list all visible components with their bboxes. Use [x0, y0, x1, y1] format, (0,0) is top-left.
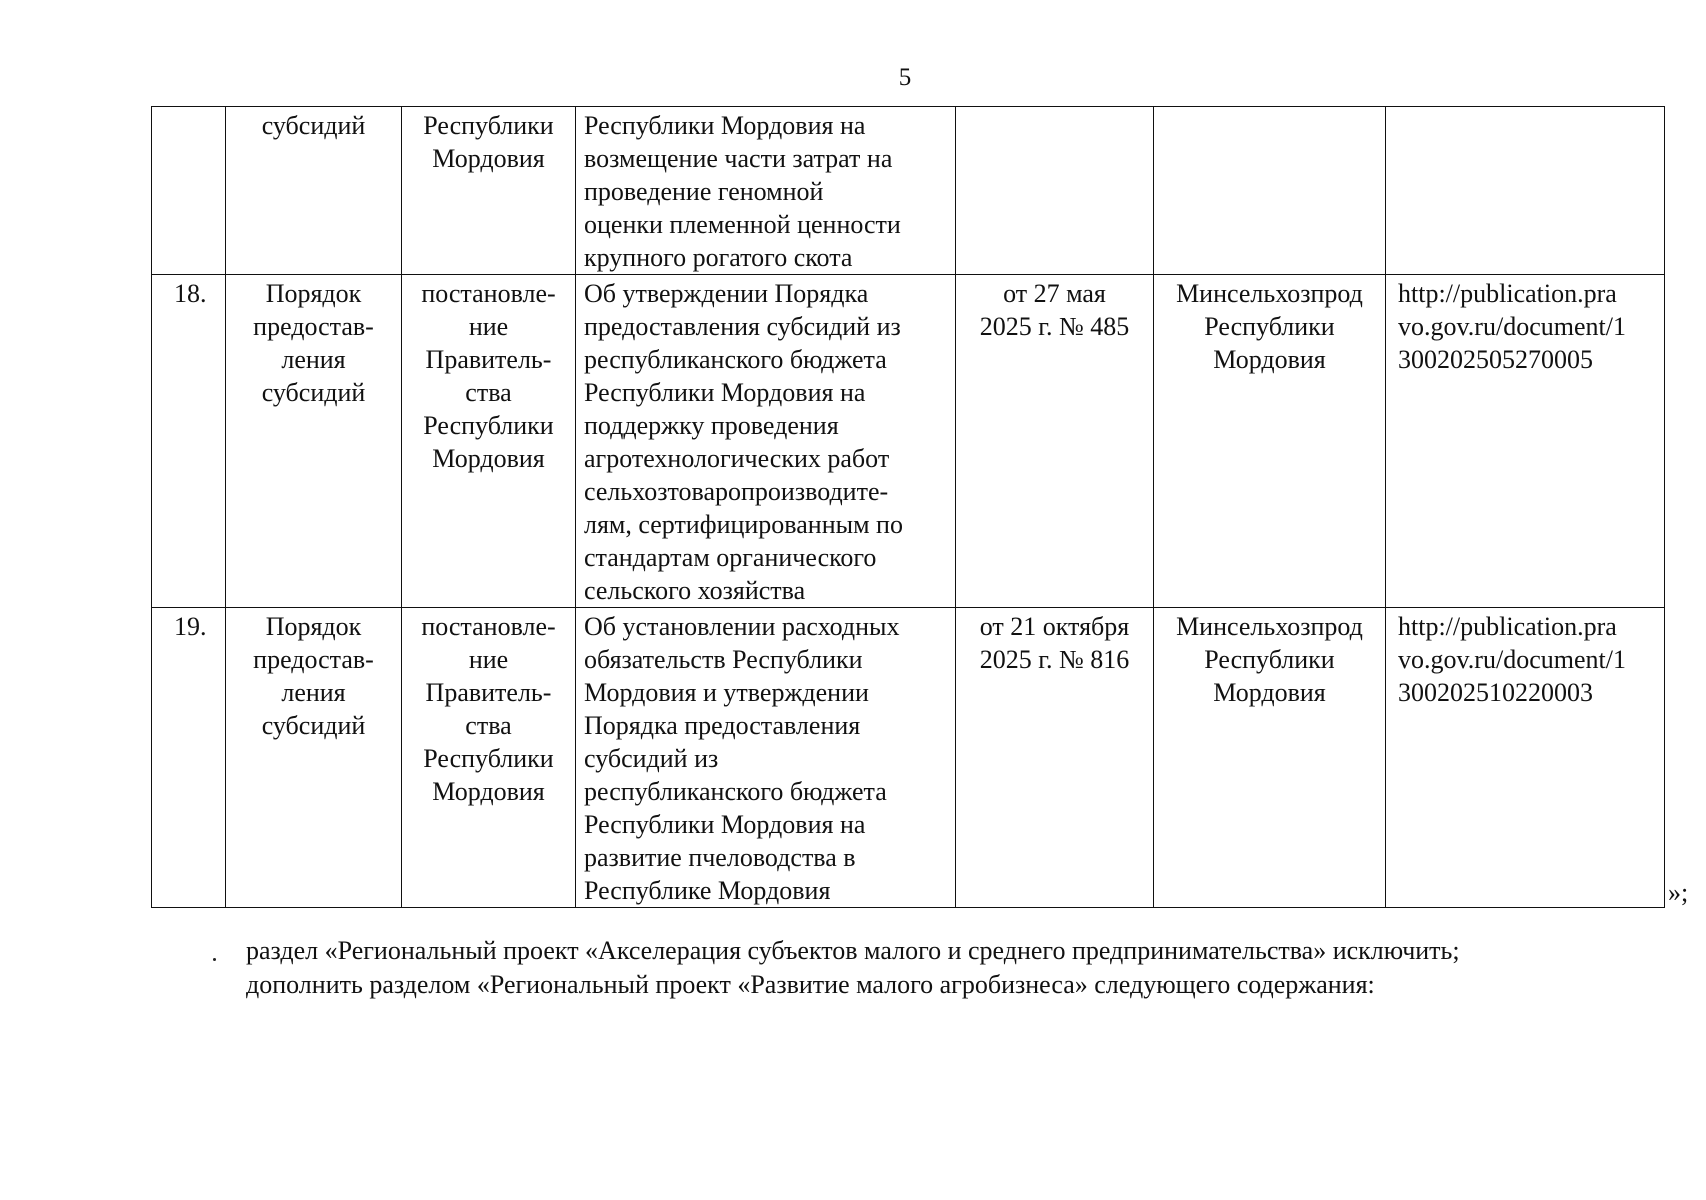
cell-line: субсидий из — [584, 744, 719, 773]
cell-act-type — [402, 608, 576, 908]
cell-responsible-body — [1154, 107, 1386, 275]
cell-date-number — [956, 275, 1154, 608]
cell-line: Республики — [1204, 312, 1335, 341]
cell-document-name — [576, 275, 956, 608]
cell-line: лям, сертифицированным по — [584, 510, 903, 539]
cell-line: Порядка предоставления — [584, 711, 861, 740]
cell-responsible-body — [1154, 275, 1386, 608]
cell-line: ние — [468, 645, 509, 674]
cell-act-type — [402, 107, 576, 275]
cell-document-name — [576, 107, 956, 275]
document-table — [151, 106, 1665, 908]
cell-line: http://publication.pra — [1398, 612, 1617, 641]
cell-line: ние — [468, 312, 509, 341]
cell-publication-url — [1386, 608, 1665, 908]
cell-line: Республики Мордовия на — [584, 378, 866, 407]
cell-document-type — [226, 608, 402, 908]
paragraph-exclude-section: раздел «Региональный проект «Акселерация субъектов малого и среднего предпринимательства» исключить; — [246, 936, 1460, 965]
cell-line: Мордовия — [1213, 678, 1326, 707]
cell-line: Правитель- — [425, 345, 552, 374]
cell-line: Минсельхозпрод — [1176, 279, 1363, 308]
cell-line: 300202505270005 — [1398, 345, 1593, 374]
cell-line: Об установлении расходных — [584, 612, 900, 641]
cell-responsible-body — [1154, 608, 1386, 908]
cell-line: Мордовия — [432, 777, 545, 806]
paragraph-add-section: дополнить разделом «Региональный проект «Развитие малого агробизнеса» следующего содержания: — [246, 970, 1375, 999]
cell-document-name — [576, 608, 956, 908]
cell-line: обязательств Республики — [584, 645, 863, 674]
cell-line: предоставления субсидий из — [584, 312, 901, 341]
cell-line: Порядок — [265, 612, 362, 641]
cell-line: ства — [465, 711, 512, 740]
cell-line: Республике Мордовия — [584, 876, 831, 905]
cell-line: республиканского бюджета — [584, 345, 887, 374]
cell-line: ства — [465, 378, 512, 407]
cell-line: предостав- — [253, 312, 374, 341]
cell-document-type — [226, 275, 402, 608]
cell-line: республиканского бюджета — [584, 777, 887, 806]
cell-line: 300202510220003 — [1398, 678, 1593, 707]
cell-publication-url — [1386, 107, 1665, 275]
cell-line: Мордовия — [432, 144, 545, 173]
cell-line: Республики Мордовия на — [584, 810, 866, 839]
cell-document-type — [226, 107, 402, 275]
cell-line: Порядок — [265, 279, 362, 308]
cell-line: Минсельхозпрод — [1176, 612, 1363, 641]
cell-line: оценки племенной ценности — [584, 210, 901, 239]
cell-line: субсидий — [261, 378, 366, 407]
cell-line: 2025 г. № 816 — [979, 645, 1130, 674]
cell-date-number — [956, 608, 1154, 908]
cell-line: возмещение части затрат на — [584, 144, 893, 173]
cell-number — [152, 107, 226, 275]
cell-line: от 27 мая — [1003, 279, 1106, 308]
cell-line: ления — [281, 678, 346, 707]
cell-line: поддержку проведения — [584, 411, 839, 440]
cell-line: крупного рогатого скота — [584, 243, 853, 272]
page-number: 5 — [898, 64, 912, 91]
cell-line: предостав- — [253, 645, 374, 674]
table-row — [152, 608, 1665, 908]
cell-line: сельского хозяйства — [584, 576, 806, 605]
cell-publication-url — [1386, 275, 1665, 608]
cell-line: агротехнологических работ — [584, 444, 890, 473]
cell-line: vo.gov.ru/document/1 — [1398, 312, 1626, 341]
cell-line: http://publication.pra — [1398, 279, 1617, 308]
cell-line: ления — [281, 345, 346, 374]
table-row — [152, 275, 1665, 608]
cell-line: Правитель- — [425, 678, 552, 707]
scan-artifact-dot — [213, 958, 216, 961]
cell-line: Об утверждении Порядка — [584, 279, 869, 308]
cell-line: субсидий — [261, 111, 366, 140]
cell-line: Республики — [1204, 645, 1335, 674]
cell-date-number — [956, 107, 1154, 275]
cell-line: проведение геномной — [584, 177, 824, 206]
cell-line: vo.gov.ru/document/1 — [1398, 645, 1626, 674]
cell-act-type — [402, 275, 576, 608]
cell-line: сельхозтоваропроизводите- — [584, 477, 889, 506]
cell-line: Республики — [423, 744, 554, 773]
cell-line: от 21 октября — [979, 612, 1130, 641]
cell-number: 18. — [152, 275, 226, 608]
cell-line: Республики — [423, 111, 554, 140]
cell-line: Мордовия — [432, 444, 545, 473]
cell-line: Мордовия и утверждении — [584, 678, 869, 707]
cell-line: Республики Мордовия на — [584, 111, 866, 140]
cell-line: развитие пчеловодства в — [584, 843, 856, 872]
closing-quote: »; — [1668, 878, 1689, 907]
cell-line: 2025 г. № 485 — [979, 312, 1130, 341]
cell-line: постановле- — [421, 279, 556, 308]
cell-line: субсидий — [261, 711, 366, 740]
cell-number: 19. — [152, 608, 226, 908]
cell-line: стандартам органического — [584, 543, 877, 572]
cell-line: постановле- — [421, 612, 556, 641]
cell-line: Республики — [423, 411, 554, 440]
table-row — [152, 107, 1665, 275]
cell-line: Мордовия — [1213, 345, 1326, 374]
